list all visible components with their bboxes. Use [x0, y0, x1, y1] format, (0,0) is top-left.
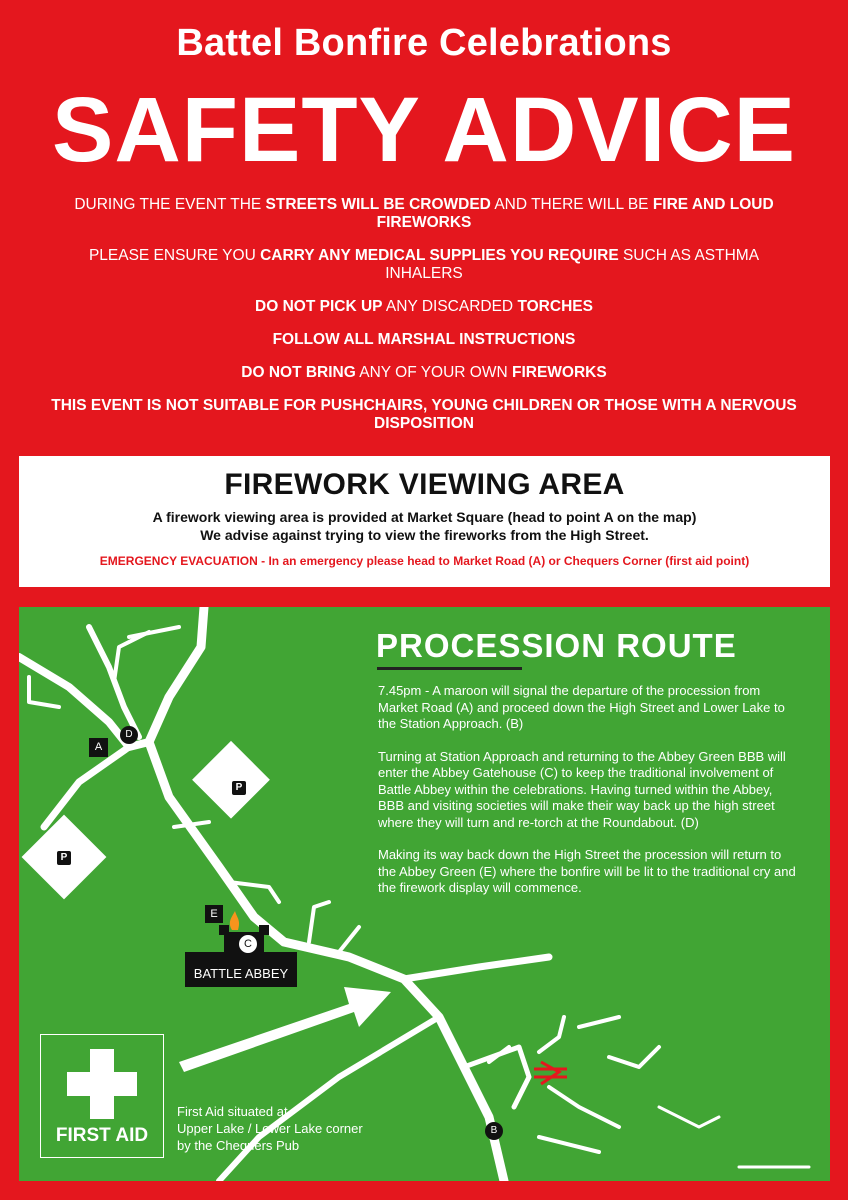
parking-area-1: [192, 741, 270, 819]
advice-segment: STREETS WILL BE CROWDED: [265, 196, 491, 213]
advice-item: [50, 247, 798, 283]
marker-d: D: [120, 726, 138, 744]
bonfire-icon: [230, 911, 239, 930]
market-road: [44, 747, 129, 827]
procession-map: [19, 607, 830, 1181]
advice-segment: DO NOT PICK UP: [255, 298, 383, 315]
viewing-title: FIREWORK VIEWING AREA: [224, 468, 625, 501]
marker-a: A: [89, 738, 108, 757]
advice-item: [50, 298, 798, 316]
first-aid-sign: [40, 1034, 164, 1158]
railway-station-icon: [534, 1062, 567, 1084]
procession-paragraph-3: Making its way back down the High Street the procession will return to the Abbey Green (E) where the bonfire will be lit to the traditional cry and the firework display will commence.: [378, 847, 796, 895]
first-aid-line-3: by the Chequers Pub: [177, 1138, 300, 1153]
advice-segment: FIREWORKS: [512, 364, 607, 381]
advice-segment: TORCHES: [517, 298, 593, 315]
advice-segment: CARRY ANY MEDICAL SUPPLIES YOU REQUIRE: [260, 247, 619, 264]
marker-b: B: [485, 1122, 503, 1140]
advice-segment: PLEASE ENSURE YOU: [88, 247, 261, 264]
firework-viewing-panel: [19, 456, 830, 587]
parking-icon-2: P: [57, 851, 71, 865]
procession-route-title: PROCESSION ROUTE: [376, 627, 737, 664]
first-aid-line-2: Upper Lake / Lower Lake corner: [177, 1121, 363, 1136]
procession-paragraph-2: Turning at Station Approach and returning to the Abbey Green BBB will enter the Abbey Gatehouse (C) to keep the traditional involvement of Battle Abbey within the celebrations. Having turned within the Abbey, BBB and visiting societies will make their way back up the high street where they will turn and re-torch at the Roundabout. (D): [378, 748, 786, 830]
direction-arrow: [179, 987, 391, 1072]
east-road: [404, 957, 549, 979]
viewing-line-2: We advise against trying to view the fireworks from the High Street.: [200, 527, 649, 543]
viewing-line-1: A firework viewing area is provided at Market Square (head to point A on the map): [152, 509, 697, 525]
marker-c: C: [238, 934, 258, 954]
advice-list: [50, 196, 798, 448]
advice-item: [50, 196, 798, 232]
advice-item: [50, 364, 798, 382]
event-title: Battel Bonfire Celebrations: [176, 22, 672, 64]
advice-segment: AND THERE WILL BE: [490, 196, 653, 213]
advice-segment: THIS EVENT IS NOT SUITABLE FOR PUSHCHAIRS, YOUNG CHILDREN OR THOSE WITH A NERVOUS DISPOSITION: [51, 397, 797, 432]
procession-description: [378, 683, 798, 913]
emergency-evacuation-note: EMERGENCY EVACUATION - In an emergency please head to Market Road (A) or Chequers Corner (first aid point): [99, 554, 750, 568]
first-aid-line-1: First Aid situated at: [177, 1104, 288, 1119]
battle-abbey-label: BATTLE ABBEY: [185, 963, 297, 985]
advice-item: [50, 331, 798, 349]
first-aid-label: FIRST AID: [55, 1125, 149, 1146]
advice-segment: SUCH AS ASTHMA INHALERS: [385, 247, 760, 282]
marker-e: E: [205, 905, 223, 923]
parking-icon-1: P: [232, 781, 246, 795]
title-underline: [377, 667, 522, 670]
advice-item: [50, 397, 798, 433]
advice-segment: ANY DISCARDED: [382, 298, 518, 315]
first-aid-location: [177, 1103, 397, 1154]
advice-segment: DO NOT BRING: [241, 364, 356, 381]
advice-segment: FOLLOW ALL MARSHAL INSTRUCTIONS: [272, 331, 576, 348]
safety-advice-headline: SAFETY ADVICE: [51, 79, 796, 181]
advice-segment: ANY OF YOUR OWN: [355, 364, 512, 381]
advice-segment: DURING THE EVENT THE: [74, 196, 266, 213]
procession-paragraph-1: 7.45pm - A maroon will signal the departure of the procession from Market Road (A) and proceed down the High Street and Lower Lake to the Station Approach. (B): [378, 683, 785, 731]
advice-segment: FIRE AND LOUD FIREWORKS: [376, 196, 774, 231]
